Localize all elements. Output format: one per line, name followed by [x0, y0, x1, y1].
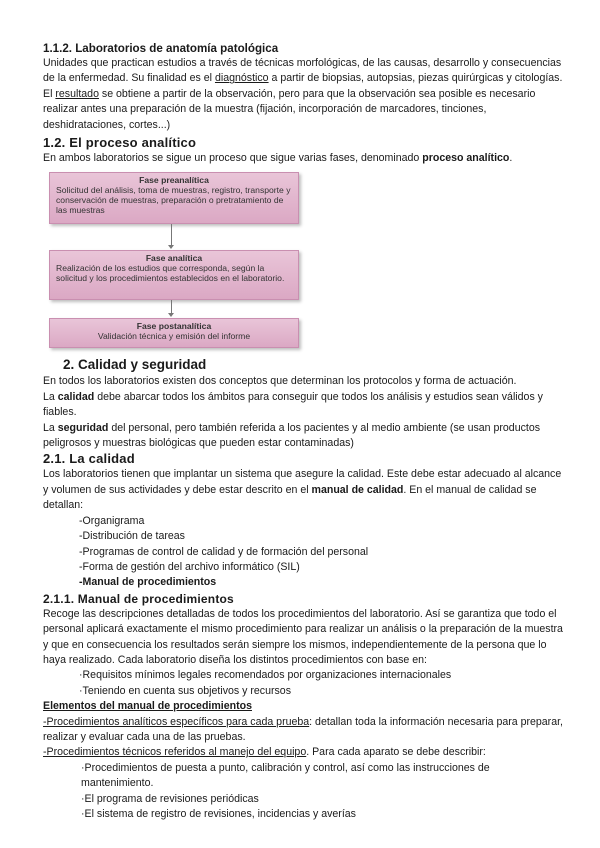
bold-seguridad: seguridad — [57, 421, 109, 434]
bold-proceso-analitico: proceso analítico — [422, 152, 510, 165]
text: a partir de biopsias, autopsias, piezas quirúrgicas y citologías. El — [43, 72, 563, 100]
element-tecnicos — [43, 745, 563, 760]
process-diagram — [49, 172, 299, 352]
elements-heading: Elementos del manual de procedimientos — [43, 700, 252, 713]
box-postanalitica — [49, 318, 299, 348]
text: del personal, pero también referida a los pacientes y al medio ambiente (se usan productos peligrosos y muestras biológicas que pueden estar contaminadas) — [43, 421, 541, 450]
text: Unidades que practican estudios a través de técnicas morfológicas, de las causas, desarrollo y consecuencias de la enfermedad. Su finalidad es el — [43, 57, 562, 85]
list-item: ·Requisitos mínimos legales recomendados por organizaciones internacionales — [79, 669, 452, 682]
paragraph-proceso — [43, 151, 563, 166]
list-item: ·El programa de revisiones periódicas — [81, 792, 259, 805]
text: En ambos laboratorios se sigue un proceso que sigue varias fases, denominado — [43, 152, 423, 165]
underlined-text: -Procedimientos analíticos específicos para cada prueba — [43, 715, 310, 728]
list-item: ·El sistema de registro de revisiones, incidencias y averías — [81, 808, 356, 820]
element-analiticos — [43, 715, 563, 746]
box-title: Fase postanalítica — [136, 321, 212, 332]
list-item: -Organigrama — [79, 514, 145, 527]
paragraph-manual-procedimientos: Recoge las descripciones detalladas de todos los procedimientos del laboratorio. Así se garantiza que todo el personal aplicará exactamente el mismo procedimiento para realizar un análisis o la preparación de la muestra y que en consecuencia los resultados serán siempre los mismos, independientemente de la persona que lo haya realizado. Cada laboratorio diseña los distintos procedimientos con base en: — [43, 607, 563, 666]
text: . Para cada aparato se debe describir: — [306, 746, 486, 759]
paragraph-seguridad — [43, 421, 563, 452]
list-item: -Programas de control de calidad y de formación del personal — [79, 545, 369, 558]
text: . En el manual de calidad se detallan: — [43, 483, 537, 512]
heading-2: 2. Calidad y seguridad — [63, 357, 207, 373]
manual-calidad-list — [43, 514, 563, 591]
text: La — [43, 421, 58, 434]
heading-1-2: 1.2. El proceso analítico — [43, 135, 197, 151]
paragraph-la-calidad — [43, 467, 563, 513]
text: . — [509, 152, 513, 165]
heading-2-1-1: 2.1.1. Manual de procedimientos — [43, 591, 234, 606]
underlined-diagnostico: diagnóstico — [214, 72, 269, 85]
text: debe abarcar todos los ámbitos para conseguir que todos los análisis y estudios sean válidos y fiables. — [43, 390, 543, 419]
list-item: ·Teniendo en cuenta sus objetivos y recursos — [79, 684, 291, 697]
paragraph-conceptos: En todos los laboratorios existen dos conceptos que determinan los protocolos y forma de actuación. — [43, 375, 517, 388]
paragraph-anatomia — [43, 56, 563, 133]
paragraph-calidad — [43, 390, 563, 421]
bold-calidad: calidad — [57, 390, 95, 403]
document-page — [43, 42, 563, 822]
list-item: -Forma de gestión del archivo informático (SIL) — [79, 560, 300, 573]
underlined-text: -Procedimientos técnicos referidos al manejo del equipo — [43, 746, 307, 759]
list-item: -Distribución de tareas — [79, 530, 185, 543]
text: La — [43, 390, 58, 403]
text: : detallan toda la información necesaria para preparar, realizar y evaluar cada una de las pruebas. — [43, 715, 563, 743]
underlined-resultado: resultado — [55, 87, 99, 100]
text: se obtiene a partir de la observación, pero para que la observación sea posible es necesario realizar antes una preparación de la muestra (fijación, incorporación de marcadores, tinciones, deshidrataciones, cortes...) — [43, 87, 536, 131]
box-analitica — [49, 250, 299, 300]
arrow-down-icon — [171, 224, 172, 246]
box-text: Realización de los estudios que corresponda, según la solicitud y los procedimientos establecidos en el laboratorio. — [56, 263, 285, 284]
heading-1-1-2: 1.1.2. Laboratorios de anatomía patológica — [43, 42, 279, 55]
box-title: Fase analítica — [145, 253, 203, 264]
heading-2-1: 2.1. La calidad — [43, 451, 135, 467]
box-title: Fase preanalítica — [139, 175, 209, 186]
bold-manual-calidad: manual de calidad — [311, 483, 404, 496]
list-item: -Manual de procedimientos — [79, 576, 217, 589]
box-text: Validación técnica y emisión del informe — [97, 331, 251, 342]
list-item: ·Procedimientos de puesta a punto, calibración y control, así como las instrucciones de mantenimiento. — [81, 761, 490, 790]
arrow-down-icon — [171, 300, 172, 314]
box-preanalitica — [49, 172, 299, 224]
text: Los laboratorios tienen que implantar un sistema que asegure la calidad. Este debe estar adecuado al alcance y volumen de sus actividades y debe estar descrito en el — [43, 468, 562, 496]
box-text: Solicitud del análisis, toma de muestras, registro, transporte y conservación de muestras, preparación o pretratamiento de las muestras — [56, 185, 291, 216]
